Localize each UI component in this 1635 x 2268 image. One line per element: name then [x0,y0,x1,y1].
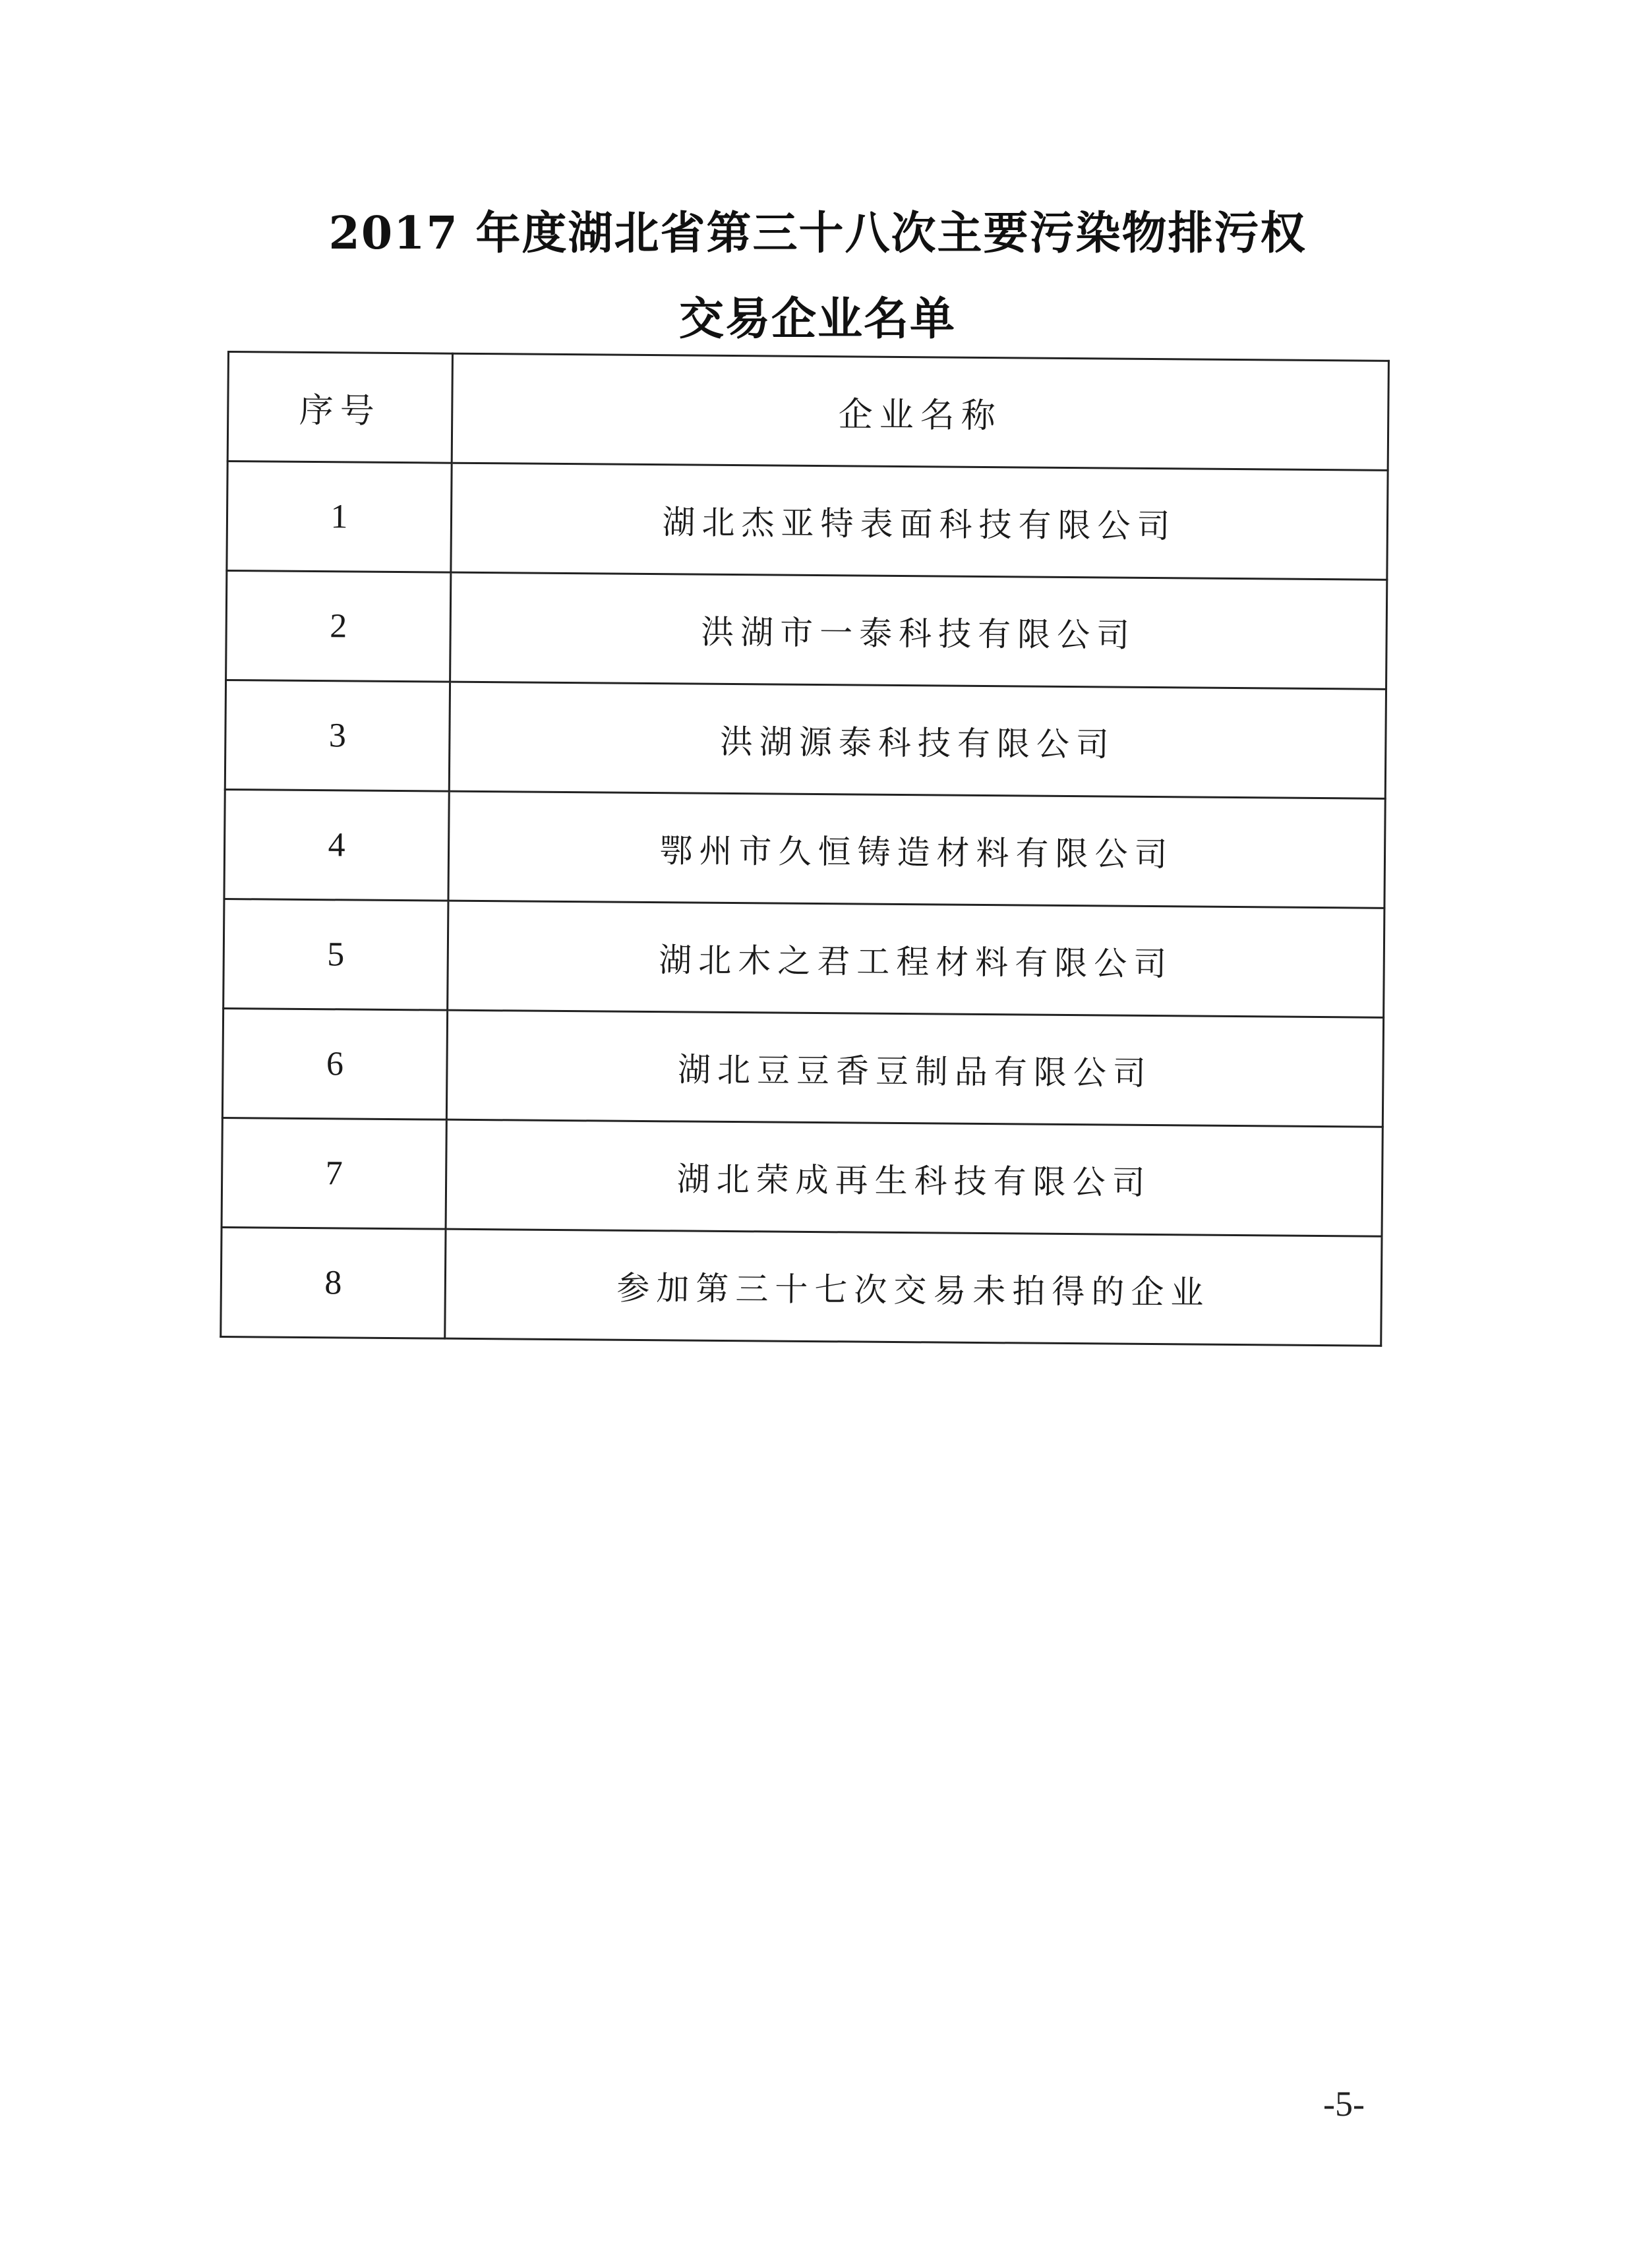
page-number: -5- [1323,2084,1365,2124]
row-serial-number: 7 [222,1118,446,1229]
row-serial-number: 4 [224,789,449,901]
row-serial-number: 5 [223,899,448,1010]
enterprise-table [220,351,1390,1347]
header-serial-number: 序号 [227,352,452,463]
table-row [222,1118,1382,1236]
table-header-row [227,352,1388,471]
row-serial-number: 6 [222,1008,447,1119]
row-enterprise-name: 鄂州市久恒铸造材料有限公司 [448,791,1385,908]
row-serial-number: 8 [221,1227,446,1338]
table-row [225,680,1386,798]
table-row [223,899,1384,1017]
row-enterprise-name: 洪湖市一泰科技有限公司 [450,572,1387,689]
table-row [226,571,1387,690]
table-row [224,789,1385,908]
table-row [221,1227,1382,1346]
row-enterprise-name: 湖北木之君工程材料有限公司 [448,901,1384,1017]
row-enterprise-name: 洪湖源泰科技有限公司 [449,682,1386,798]
enterprise-table-container [220,351,1388,1347]
table-row [222,1008,1383,1127]
row-enterprise-name: 湖北杰亚特表面科技有限公司 [451,463,1388,580]
row-serial-number: 1 [227,462,452,573]
row-enterprise-name: 参加第三十七次交易未拍得的企业 [445,1229,1382,1346]
table-row [227,462,1388,580]
row-serial-number: 2 [226,571,451,682]
row-enterprise-name: 湖北豆豆香豆制品有限公司 [446,1010,1383,1127]
document-title-line-2: 交易企业名单 [678,293,956,345]
document-title-line-1: 2017 年度湖北省第三十八次主要污染物排污权 [328,207,1307,260]
row-serial-number: 3 [225,680,450,791]
header-enterprise-name: 企业名称 [452,353,1388,470]
row-enterprise-name: 湖北荣成再生科技有限公司 [446,1119,1382,1236]
